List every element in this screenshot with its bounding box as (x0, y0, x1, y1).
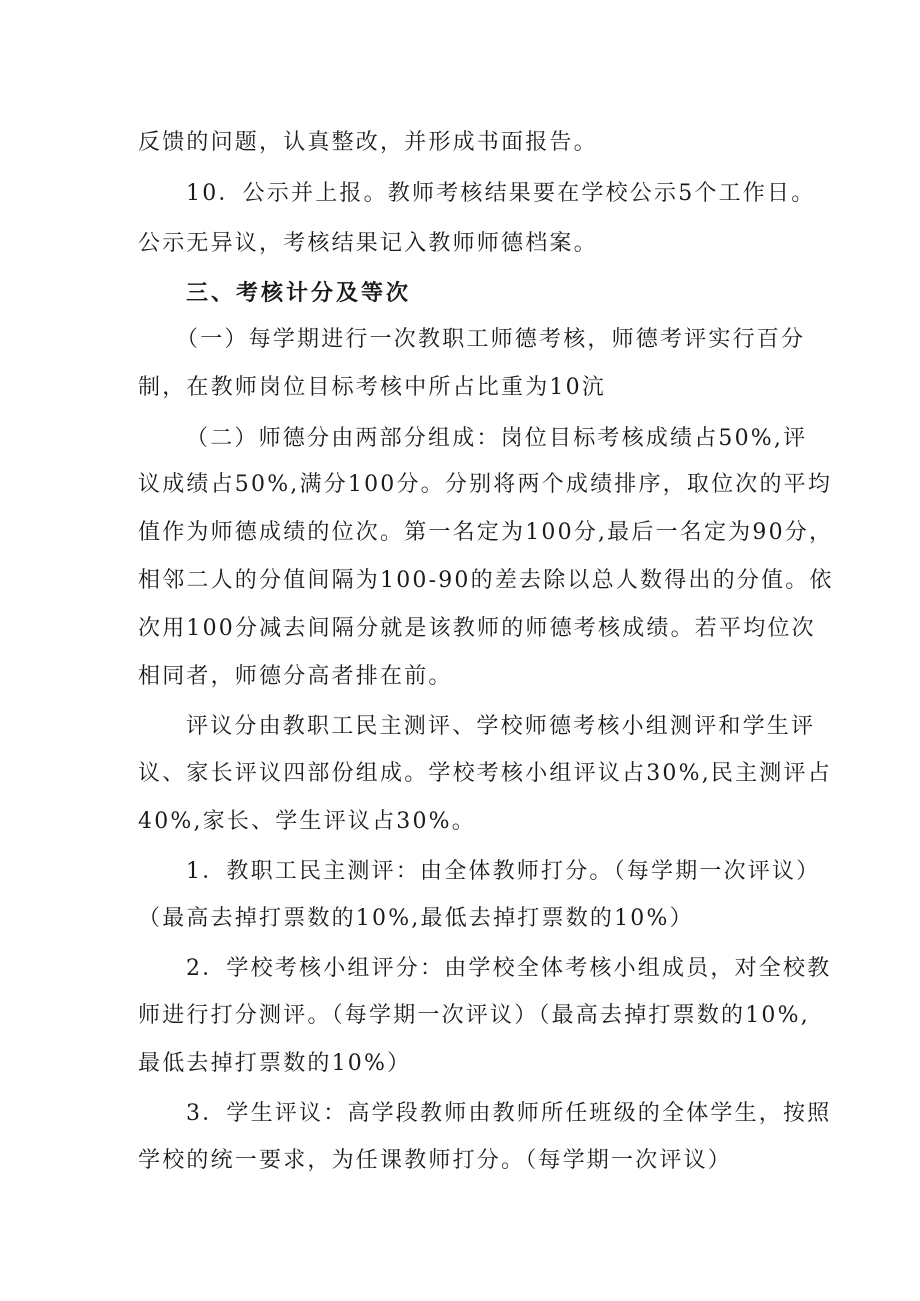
text-line: 相同者，师德分高者排在前。 (138, 664, 453, 689)
text-line: 1．教职工民主测评：由全体教师打分。（每学期一次评议） (186, 859, 821, 884)
text-line: （一）每学期进行一次教职工师德考核，师德考评实行百分 (176, 327, 806, 352)
text-line: 次用100分减去间隔分就是该教师的师德考核成绩。若平均位次 (138, 616, 816, 641)
text-line: （最高去掉打票数的10%,最低去掉打票数的10%） (138, 906, 694, 931)
text-line: 反馈的问题，认真整改，并形成书面报告。 (138, 130, 598, 155)
text-line: 师进行打分测评。（每学期一次评议）（最高去掉打票数的10%, (138, 1003, 810, 1028)
text-line: 议成绩占50%,满分100分。分别将两个成绩排序，取位次的平均 (138, 472, 833, 497)
text-line: 2．学校考核小组评分：由学校全体考核小组成员，对全校教 (186, 956, 832, 981)
text-line: 10．公示并上报。教师考核结果要在学校公示5个工作日。 (186, 181, 816, 206)
text-line: 学校的统一要求，为任课教师打分。（每学期一次评议） (138, 1148, 733, 1173)
text-line: 议、家长评议四部份组成。学校考核小组评议占30%,民主测评占 (138, 761, 832, 786)
text-line: （二）师德分由两部分组成：岗位目标考核成绩占50%,评 (186, 426, 808, 451)
section-heading: 三、考核计分及等次 (186, 281, 412, 306)
text-line: 评议分由教职工民主测评、学校师德考核小组测评和学生评 (186, 714, 816, 739)
text-line: 制，在教师岗位目标考核中所占比重为10沆 (138, 375, 606, 400)
text-line: 值作为师德成绩的位次。第一名定为100分,最后一名定为90分， (138, 520, 834, 545)
text-line: 公示无异议，考核结果记入教师师德档案。 (138, 231, 598, 256)
text-line: 40%,家长、学生评议占30%。 (138, 809, 476, 834)
text-line: 相邻二人的分值间隔为100-90的差去除以总人数得出的分值。依 (138, 568, 834, 593)
text-line: 3．学生评议：高学段教师由教师所任班级的全体学生，按照 (186, 1101, 832, 1126)
text-line: 最低去掉打票数的10%） (138, 1051, 412, 1076)
